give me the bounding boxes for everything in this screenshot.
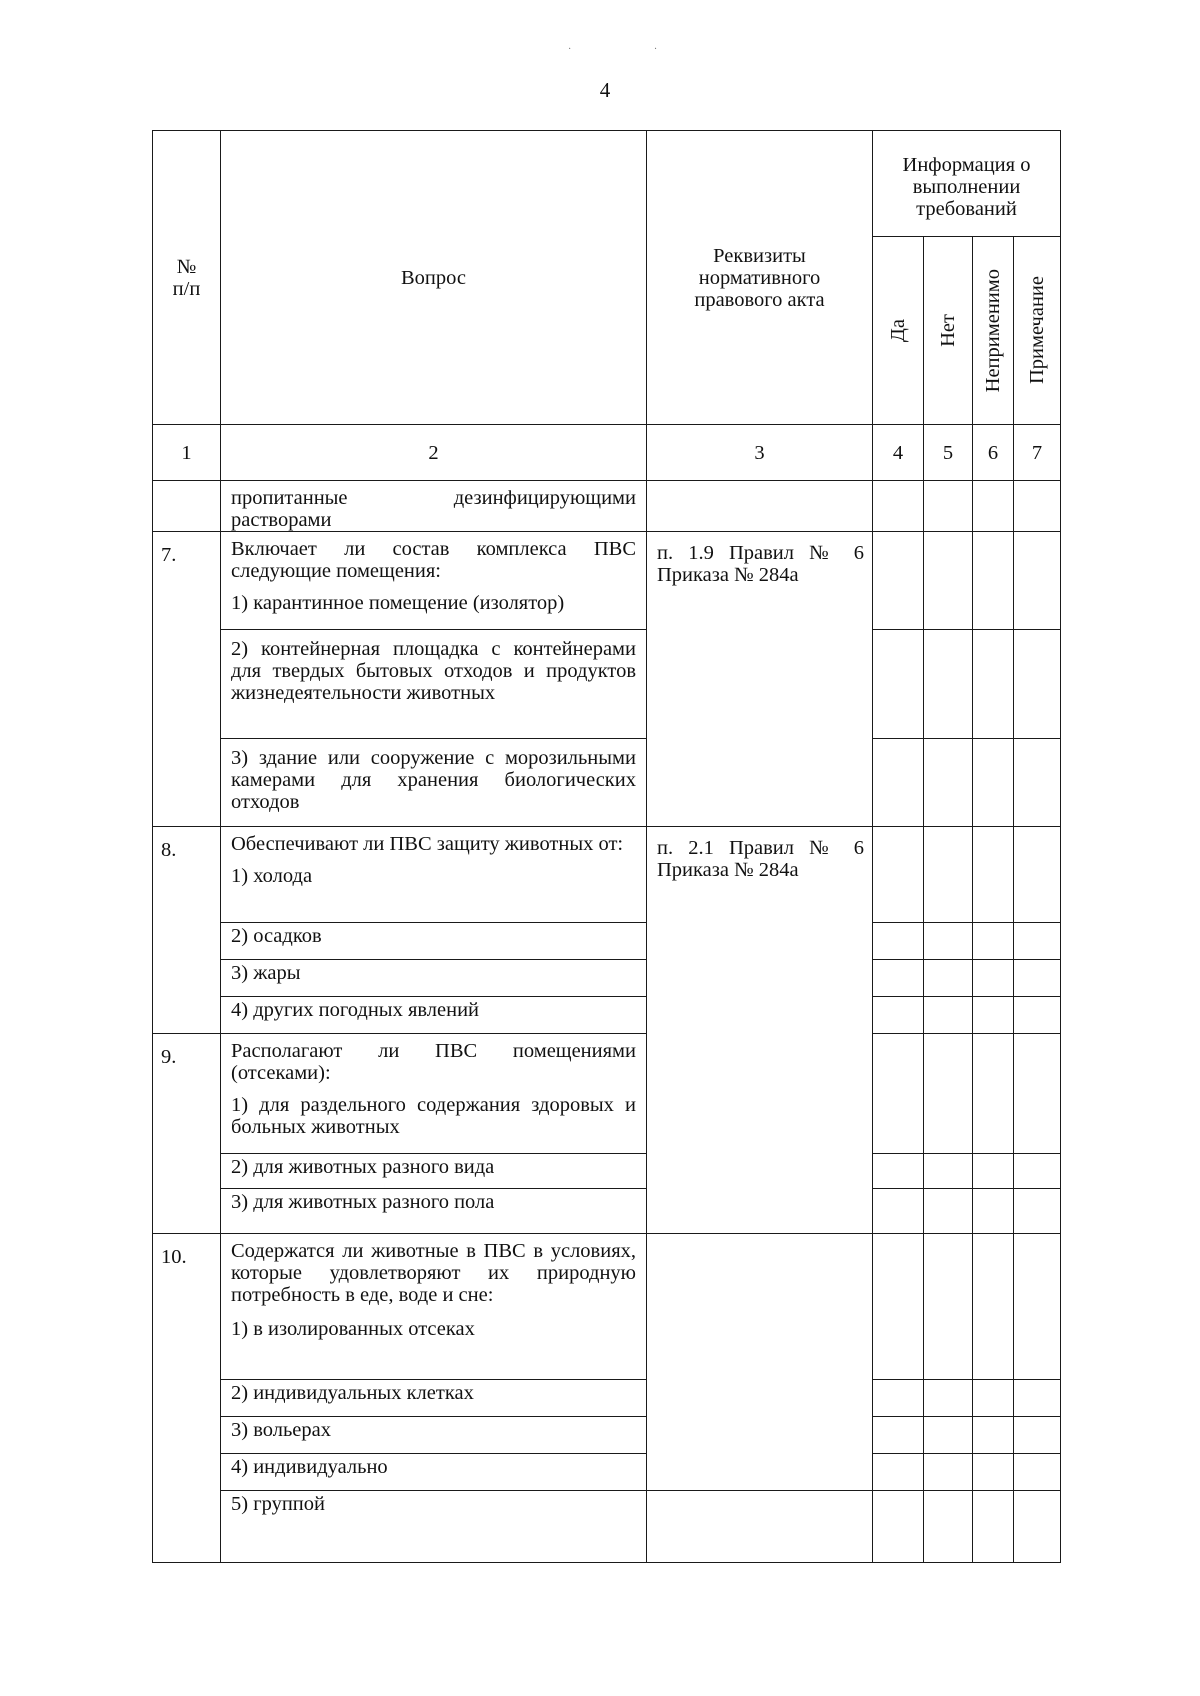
sub-question: 2) осадков [221, 923, 647, 960]
requisite-line-2: Приказа № 284а [657, 564, 799, 586]
header-na-label: Неприменимо [982, 268, 1004, 393]
answer-cell[interactable] [973, 1417, 1014, 1454]
answer-cell[interactable] [873, 1417, 924, 1454]
header-no [924, 237, 973, 425]
header-no-label: Нет [937, 314, 959, 347]
requisite-cell [647, 532, 873, 827]
sub-question: 4) индивидуально [221, 1454, 647, 1491]
answer-cell[interactable] [924, 532, 973, 630]
header-note [1014, 237, 1061, 425]
item-number: 10. [153, 1234, 221, 1563]
answer-cell[interactable] [924, 1380, 973, 1417]
question-cell [221, 532, 647, 630]
header-yes [873, 237, 924, 425]
header-yes-label: Да [887, 318, 909, 343]
answer-cell[interactable] [873, 923, 924, 960]
header-requisites: Реквизиты нормативного правового акта [647, 131, 873, 425]
colnum-7: 7 [1014, 425, 1061, 481]
answer-cell[interactable] [1014, 827, 1061, 923]
question-intro: Содержатся ли животные в ПВС в условиях, которые удовлетворяют их природную потребность в еде, воде и сне: [231, 1240, 636, 1306]
answer-cell[interactable] [973, 1454, 1014, 1491]
answer-cell[interactable] [1014, 1154, 1061, 1189]
item-number: 8. [153, 827, 221, 1034]
answer-cell[interactable] [873, 739, 924, 827]
requisite-line-1: п. 2.1 Правил № 6 [657, 837, 864, 859]
colnum-6: 6 [973, 425, 1014, 481]
answer-cell[interactable] [973, 1154, 1014, 1189]
answer-cell[interactable] [1014, 532, 1061, 630]
answer-cell[interactable] [873, 1034, 924, 1154]
question-cell [221, 1234, 647, 1380]
requisite-cell [647, 1491, 873, 1563]
answer-cell[interactable] [973, 997, 1014, 1034]
answer-cell[interactable] [924, 1034, 973, 1154]
answer-cell[interactable] [973, 1234, 1014, 1380]
answer-cell[interactable] [873, 630, 924, 739]
header-info-group: Информация о выполнении требований [873, 131, 1061, 237]
answer-cell[interactable] [873, 960, 924, 997]
table-row [153, 960, 1061, 997]
column-numbers-row [153, 425, 1061, 481]
answer-cell[interactable] [924, 1491, 973, 1563]
answer-cell[interactable] [973, 1189, 1014, 1234]
answer-cell[interactable] [973, 960, 1014, 997]
sub-question: 2) индивидуальных клетках [221, 1380, 647, 1417]
table-row [153, 1454, 1061, 1491]
sub-question: 1) холода [231, 865, 313, 887]
table-row [153, 1189, 1061, 1234]
continuation-row [153, 481, 1061, 532]
table-row [153, 630, 1061, 739]
header-na [973, 237, 1014, 425]
table-row [153, 1154, 1061, 1189]
answer-cell[interactable] [873, 1154, 924, 1189]
colnum-1: 1 [153, 425, 221, 481]
answer-cell[interactable] [924, 630, 973, 739]
answer-cell[interactable] [973, 1380, 1014, 1417]
table-row [153, 923, 1061, 960]
answer-cell[interactable] [924, 997, 973, 1034]
answer-cell[interactable] [973, 481, 1014, 532]
continuation-num-cell [153, 481, 221, 532]
item-number: 7. [153, 532, 221, 827]
table-row [153, 1034, 1061, 1154]
answer-cell[interactable] [1014, 997, 1061, 1034]
answer-cell[interactable] [873, 1189, 924, 1234]
answer-cell[interactable] [873, 997, 924, 1034]
answer-cell[interactable] [924, 1154, 973, 1189]
answer-cell[interactable] [873, 827, 924, 923]
answer-cell[interactable] [924, 1417, 973, 1454]
answer-cell[interactable] [973, 630, 1014, 739]
answer-cell[interactable] [1014, 739, 1061, 827]
answer-cell[interactable] [1014, 1454, 1061, 1491]
continuation-text: пропитанные дезинфицирующими растворами [221, 481, 647, 532]
answer-cell[interactable] [873, 1491, 924, 1563]
answer-cell[interactable] [973, 1034, 1014, 1154]
answer-cell[interactable] [873, 1454, 924, 1491]
table-row [153, 1491, 1061, 1563]
answer-cell[interactable] [873, 1234, 924, 1380]
colnum-3: 3 [647, 425, 873, 481]
question-cell [221, 827, 647, 923]
sub-question: 2) для животных разного вида [221, 1154, 647, 1189]
sub-question: 3) здание или сооружение с морозильными камерами для хранения биологических отходов [221, 739, 647, 827]
answer-cell[interactable] [1014, 960, 1061, 997]
answer-cell[interactable] [924, 1454, 973, 1491]
answer-cell[interactable] [973, 1491, 1014, 1563]
requisite-line-2: Приказа № 284а [657, 859, 799, 881]
question-intro: Располагают ли ПВС помещениями (отсеками): [231, 1040, 636, 1084]
question-cell [221, 1034, 647, 1154]
answer-cell[interactable] [1014, 1234, 1061, 1380]
answer-cell[interactable] [1014, 1491, 1061, 1563]
item-number: 9. [153, 1034, 221, 1234]
answer-cell[interactable] [924, 923, 973, 960]
sub-question: 1) карантинное помещение (изолятор) [231, 592, 565, 614]
colnum-5: 5 [924, 425, 973, 481]
sub-question: 2) контейнерная площадка с контейнерами для твердых бытовых отходов и продуктов жизнедеятельности животных [221, 630, 647, 739]
question-intro: Обеспечивают ли ПВС защиту животных от: [231, 833, 624, 855]
requisite-line-1: п. 1.9 Правил № 6 [657, 542, 864, 564]
answer-cell[interactable] [1014, 923, 1061, 960]
header-question: Вопрос [221, 131, 647, 425]
answer-cell[interactable] [973, 827, 1014, 923]
page-number: 4 [599, 78, 611, 102]
header-num: № п/п [153, 131, 221, 425]
answer-cell[interactable] [924, 827, 973, 923]
header-row-top [153, 131, 1061, 237]
answer-cell[interactable] [873, 481, 924, 532]
sub-question: 1) для раздельного содержания здоровых и больных животных [231, 1094, 636, 1138]
answer-cell[interactable] [1014, 1189, 1061, 1234]
answer-cell[interactable] [924, 1189, 973, 1234]
answer-cell[interactable] [924, 481, 973, 532]
table-row [153, 739, 1061, 827]
table-row [153, 1417, 1061, 1454]
answer-cell[interactable] [1014, 1380, 1061, 1417]
sub-question: 4) других погодных явлений [221, 997, 647, 1034]
table-row [153, 827, 1061, 923]
table-row [153, 997, 1061, 1034]
answer-cell[interactable] [973, 739, 1014, 827]
sub-question: 5) группой [221, 1491, 647, 1563]
answer-cell[interactable] [973, 923, 1014, 960]
colnum-2: 2 [221, 425, 647, 481]
answer-cell[interactable] [924, 1234, 973, 1380]
table-row [153, 1380, 1061, 1417]
answer-cell[interactable] [924, 739, 973, 827]
table-row [153, 1234, 1061, 1380]
colnum-4: 4 [873, 425, 924, 481]
continuation-req-cell [647, 481, 873, 532]
sub-question: 3) для животных разного пола [221, 1189, 647, 1234]
question-intro: Включает ли состав комплекса ПВС следующие помещения: [231, 538, 636, 582]
checklist-table [152, 130, 1061, 1563]
answer-cell[interactable] [973, 532, 1014, 630]
requisite-cell [647, 1234, 873, 1491]
table-row [153, 532, 1061, 630]
answer-cell[interactable] [873, 532, 924, 630]
scan-artifact-dots: · · [568, 44, 698, 55]
answer-cell[interactable] [924, 960, 973, 997]
answer-cell[interactable] [1014, 630, 1061, 739]
header-note-label: Примечание [1026, 276, 1048, 385]
sub-question: 1) в изолированных отсеках [231, 1318, 475, 1340]
answer-cell[interactable] [1014, 1034, 1061, 1154]
sub-question: 3) вольерах [221, 1417, 647, 1454]
answer-cell[interactable] [1014, 481, 1061, 532]
sub-question: 3) жары [221, 960, 647, 997]
answer-cell[interactable] [873, 1380, 924, 1417]
answer-cell[interactable] [1014, 1417, 1061, 1454]
requisite-cell [647, 827, 873, 1234]
